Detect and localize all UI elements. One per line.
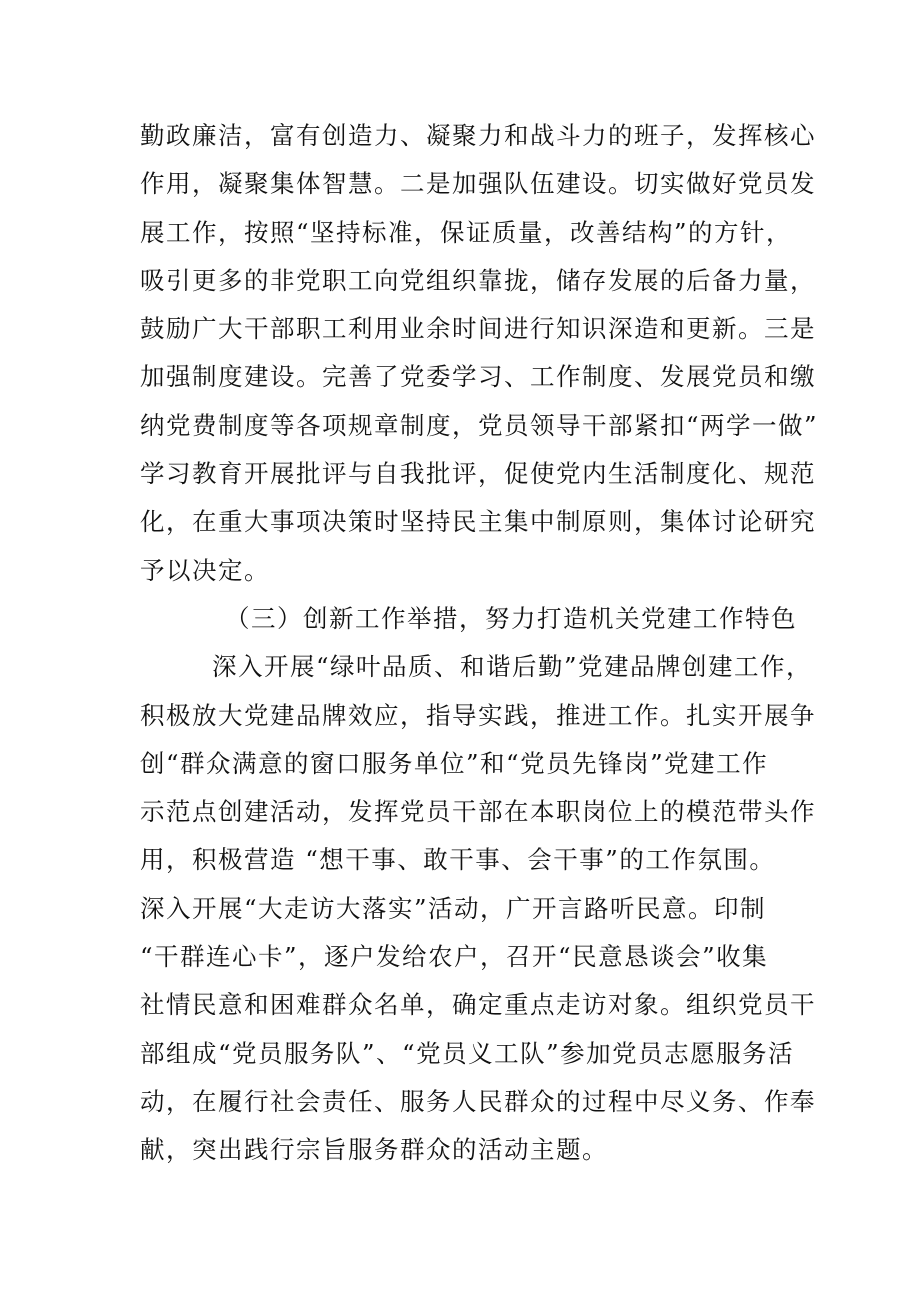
text-line: 动，在履行社会责任、服务人民群众的过程中尽义务、作奉 — [140, 1086, 816, 1116]
body-text — [140, 112, 819, 1175]
text-line: 社情民意和困难群众名单，确定重点走访对象。组织党员干 — [140, 990, 816, 1020]
text-line: 积极放大党建品牌效应，指导实践，推进工作。扎实开展争 — [140, 700, 816, 730]
text-line: 创“群众满意的窗口服务单位”和“党员先锋岗”党建工作 — [140, 748, 769, 778]
section-heading: （三）创新工作举措，努力打造机关党建工作特色 — [225, 603, 797, 633]
text-line: 纳党费制度等各项规章制度，党员领导干部紧扣“两学一做” — [140, 410, 819, 440]
text-line: 吸引更多的非党职工向党组织靠拢，储存发展的后备力量， — [140, 265, 816, 295]
text-line: 部组成“党员服务队”、“党员义工队”参加党员志愿服务活 — [140, 1038, 795, 1068]
text-line: 鼓励广大干部职工利用业余时间进行知识深造和更新。三是 — [140, 314, 816, 344]
text-line: 学习教育开展批评与自我批评，促使党内生活制度化、规范 — [140, 459, 816, 489]
text-line: “干群连心卡”，逐户发给农户，召开“民意恳谈会”收集 — [140, 942, 769, 972]
text-line: 深入开展“绿叶品质、和谐后勤”党建品牌创建工作， — [212, 652, 813, 682]
text-line: 献，突出践行宗旨服务群众的活动主题。 — [140, 1135, 608, 1165]
text-line: 展工作，按照“坚持标准，保证质量，改善结构”的方针， — [140, 217, 793, 247]
text-line: 深入开展“大走访大落实”活动，广开言路听民意。印制 — [140, 893, 767, 923]
text-line: 用，积极营造 “想干事、敢干事、会干事”的工作氛围。 — [140, 845, 776, 875]
text-line: 勤政廉洁，富有创造力、凝聚力和战斗力的班子，发挥核心 — [140, 121, 816, 150]
text-line: 加强制度建设。完善了党委学习、工作制度、发展党员和缴 — [140, 362, 816, 392]
text-line: 示范点创建活动，发挥党员干部在本职岗位上的模范带头作 — [140, 797, 816, 827]
text-line: 予以决定。 — [140, 555, 270, 585]
text-line: 作用，凝聚集体智慧。二是加强队伍建设。切实做好党员发 — [140, 169, 816, 199]
text-line: 化，在重大事项决策时坚持民主集中制原则，集体讨论研究 — [140, 507, 816, 537]
